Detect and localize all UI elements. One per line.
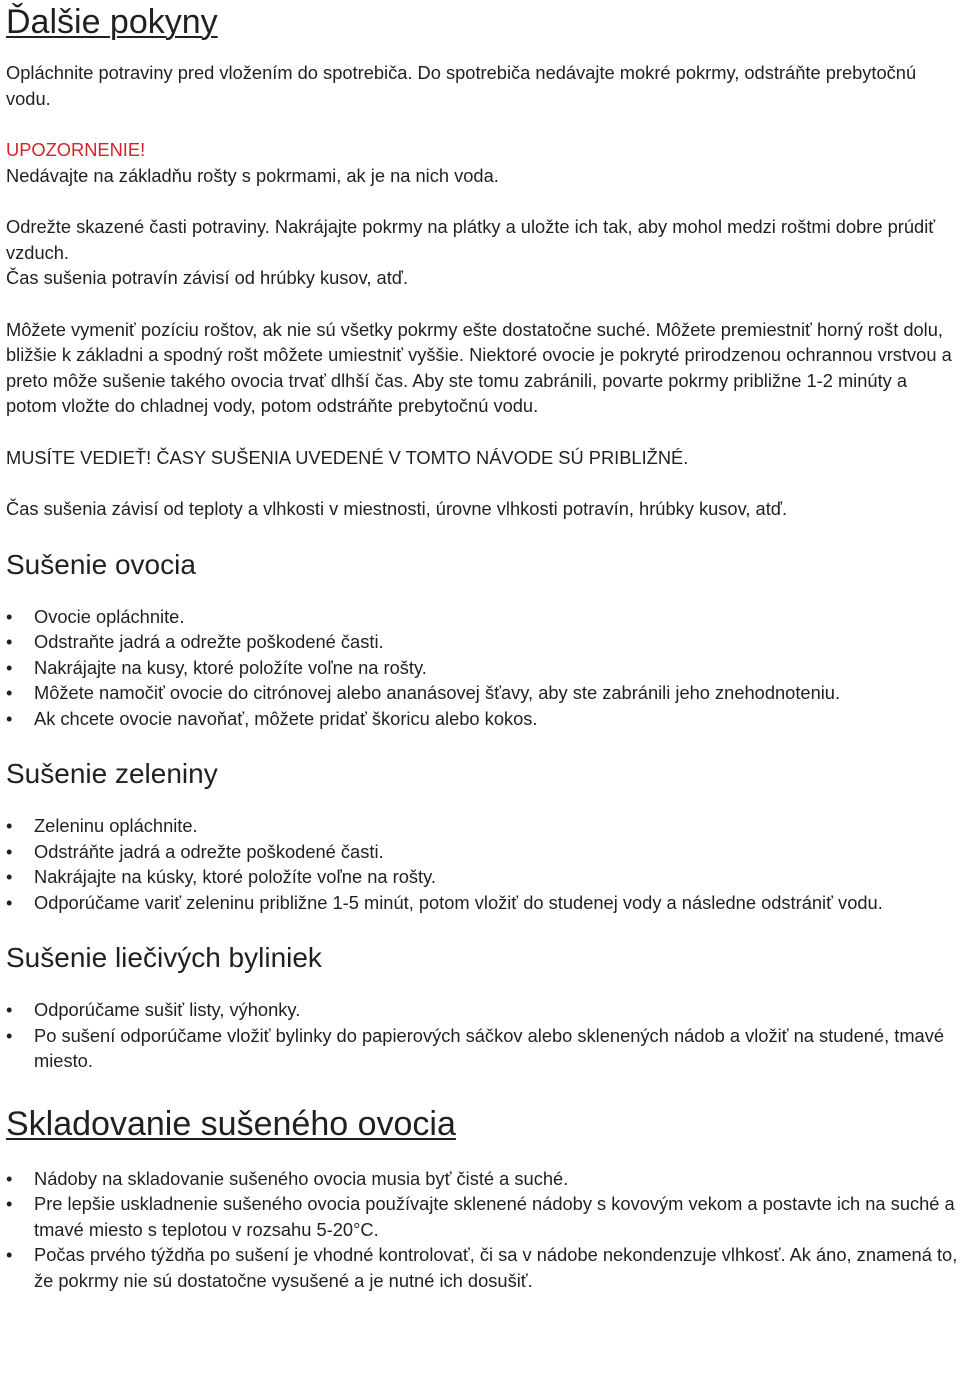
list-item: • Odporúčame variť zeleninu približne 1-5 minút, potom vložiť do studenej vody a následne odstrániť vodu. xyxy=(6,890,960,916)
bullet-icon: • xyxy=(6,999,13,1020)
notice-paragraph: MUSÍTE VEDIEŤ! ČASY SUŠENIA UVEDENÉ V TOMTO NÁVODE SÚ PRIBLIŽNÉ. xyxy=(6,446,689,468)
list-item: • Odporúčame sušiť listy, výhonky. xyxy=(6,997,960,1023)
bullet-icon: • xyxy=(6,656,13,678)
list-item: • Pre lepšie uskladnenie sušeného ovocia používajte sklenené nádoby s kovovým vekom a postavte ich na suché a tmavé miesto s teplotou v rozsahu 5-20°C. xyxy=(6,1193,955,1240)
bullet-icon: • xyxy=(6,1244,13,1265)
bullet-icon: • xyxy=(6,605,13,627)
list-item: • Odstraňte jadrá a odrežte poškodené časti. xyxy=(6,629,960,655)
page-title: Ďalšie pokyny xyxy=(6,3,218,41)
list-item: • Odstráňte jadrá a odrežte poškodené časti. xyxy=(6,839,960,865)
fruit-heading: Sušenie ovocia xyxy=(6,548,196,580)
storage-list xyxy=(6,1166,960,1294)
bullet-icon: • xyxy=(6,891,13,913)
list-item: • Môžete namočiť ovocie do citrónovej alebo ananásovej šťavy, aby ste zabránili jeho znehodnoteniu. xyxy=(6,680,960,706)
bullet-icon: • xyxy=(6,815,13,836)
herbs-list xyxy=(6,997,960,1074)
list-item: • Nakrájajte na kúsky, ktoré položíte voľne na rošty. xyxy=(6,864,960,890)
rack-paragraph: Môžete vymeniť pozíciu roštov, ak nie sú všetky pokrmy ešte dostatočne suché. Môžete premiestniť horný rošt dolu, bližšie k základni a spodný rošt môžete umiestniť vyššie. Niektoré ovocie je pokryté prirodzenou ochrannou vrstvou a preto môže sušenie takého ovocia trvať dlhší čas. Aby ste tomu zabránili, povarte pokrmy približne 1-2 minúty a potom vložte do chladnej vody, potom odstráňte prebytočnú vodu. xyxy=(6,318,952,416)
list-item: • Nakrájajte na kusy, ktoré položíte voľne na rošty. xyxy=(6,655,960,681)
preparation-paragraph: Odrežte skazené časti potraviny. Nakrájajte pokrmy na plátky a uložte ich tak, aby mohol medzi roštmi dobre prúdiť vzduch. xyxy=(6,216,936,263)
list-item: • Nádoby na skladovanie sušeného ovocia musia byť čisté a suché. xyxy=(6,1166,960,1192)
warning-label: UPOZORNENIE! xyxy=(6,139,146,160)
bullet-icon: • xyxy=(6,1024,13,1046)
bullet-icon: • xyxy=(6,840,13,862)
list-item: • Počas prvého týždňa po sušení je vhodné kontrolovať, či sa v nádobe nekondenzuje vlhkosť. Ak áno, znamená to, že pokrmy nie sú dostatočne vysušené a je nutné ich dosušiť. xyxy=(6,1244,958,1291)
storage-heading: Skladovanie sušeného ovocia xyxy=(6,1104,456,1143)
herbs-heading: Sušenie liečivých byliniek xyxy=(6,942,322,973)
vegetable-heading: Sušenie zeleniny xyxy=(6,758,218,789)
list-item: • Ovocie opláchnite. xyxy=(6,604,960,630)
vegetable-list xyxy=(6,813,960,915)
warning-text: Nedávajte na základňu rošty s pokrmami, ak je na nich voda. xyxy=(6,164,499,186)
bullet-icon: • xyxy=(6,1193,13,1214)
drying-time-note: Čas sušenia potravín závisí od hrúbky kusov, atď. xyxy=(6,267,409,288)
bullet-icon: • xyxy=(6,1167,13,1189)
list-item: • Zeleninu opláchnite. xyxy=(6,813,960,839)
intro-paragraph: Opláchnite potraviny pred vložením do spotrebiča. Do spotrebiča nedávajte mokré pokrmy, odstráňte prebytočnú vodu. xyxy=(6,62,917,109)
bullet-icon: • xyxy=(6,866,13,887)
bullet-icon: • xyxy=(6,707,13,729)
list-item: • Po sušení odporúčame vložiť bylinky do papierových sáčkov alebo sklenených nádob a vložiť na studené, tmavé miesto. xyxy=(6,1024,945,1071)
drying-factors-paragraph: Čas sušenia závisí od teploty a vlhkosti v miestnosti, úrovne vlhkosti potravín, hrúbky kusov, atď. xyxy=(6,498,788,519)
fruit-list xyxy=(6,604,960,732)
bullet-icon: • xyxy=(6,682,13,703)
bullet-icon: • xyxy=(6,631,13,652)
list-item: • Ak chcete ovocie navoňať, môžete pridať škoricu alebo kokos. xyxy=(6,706,960,732)
